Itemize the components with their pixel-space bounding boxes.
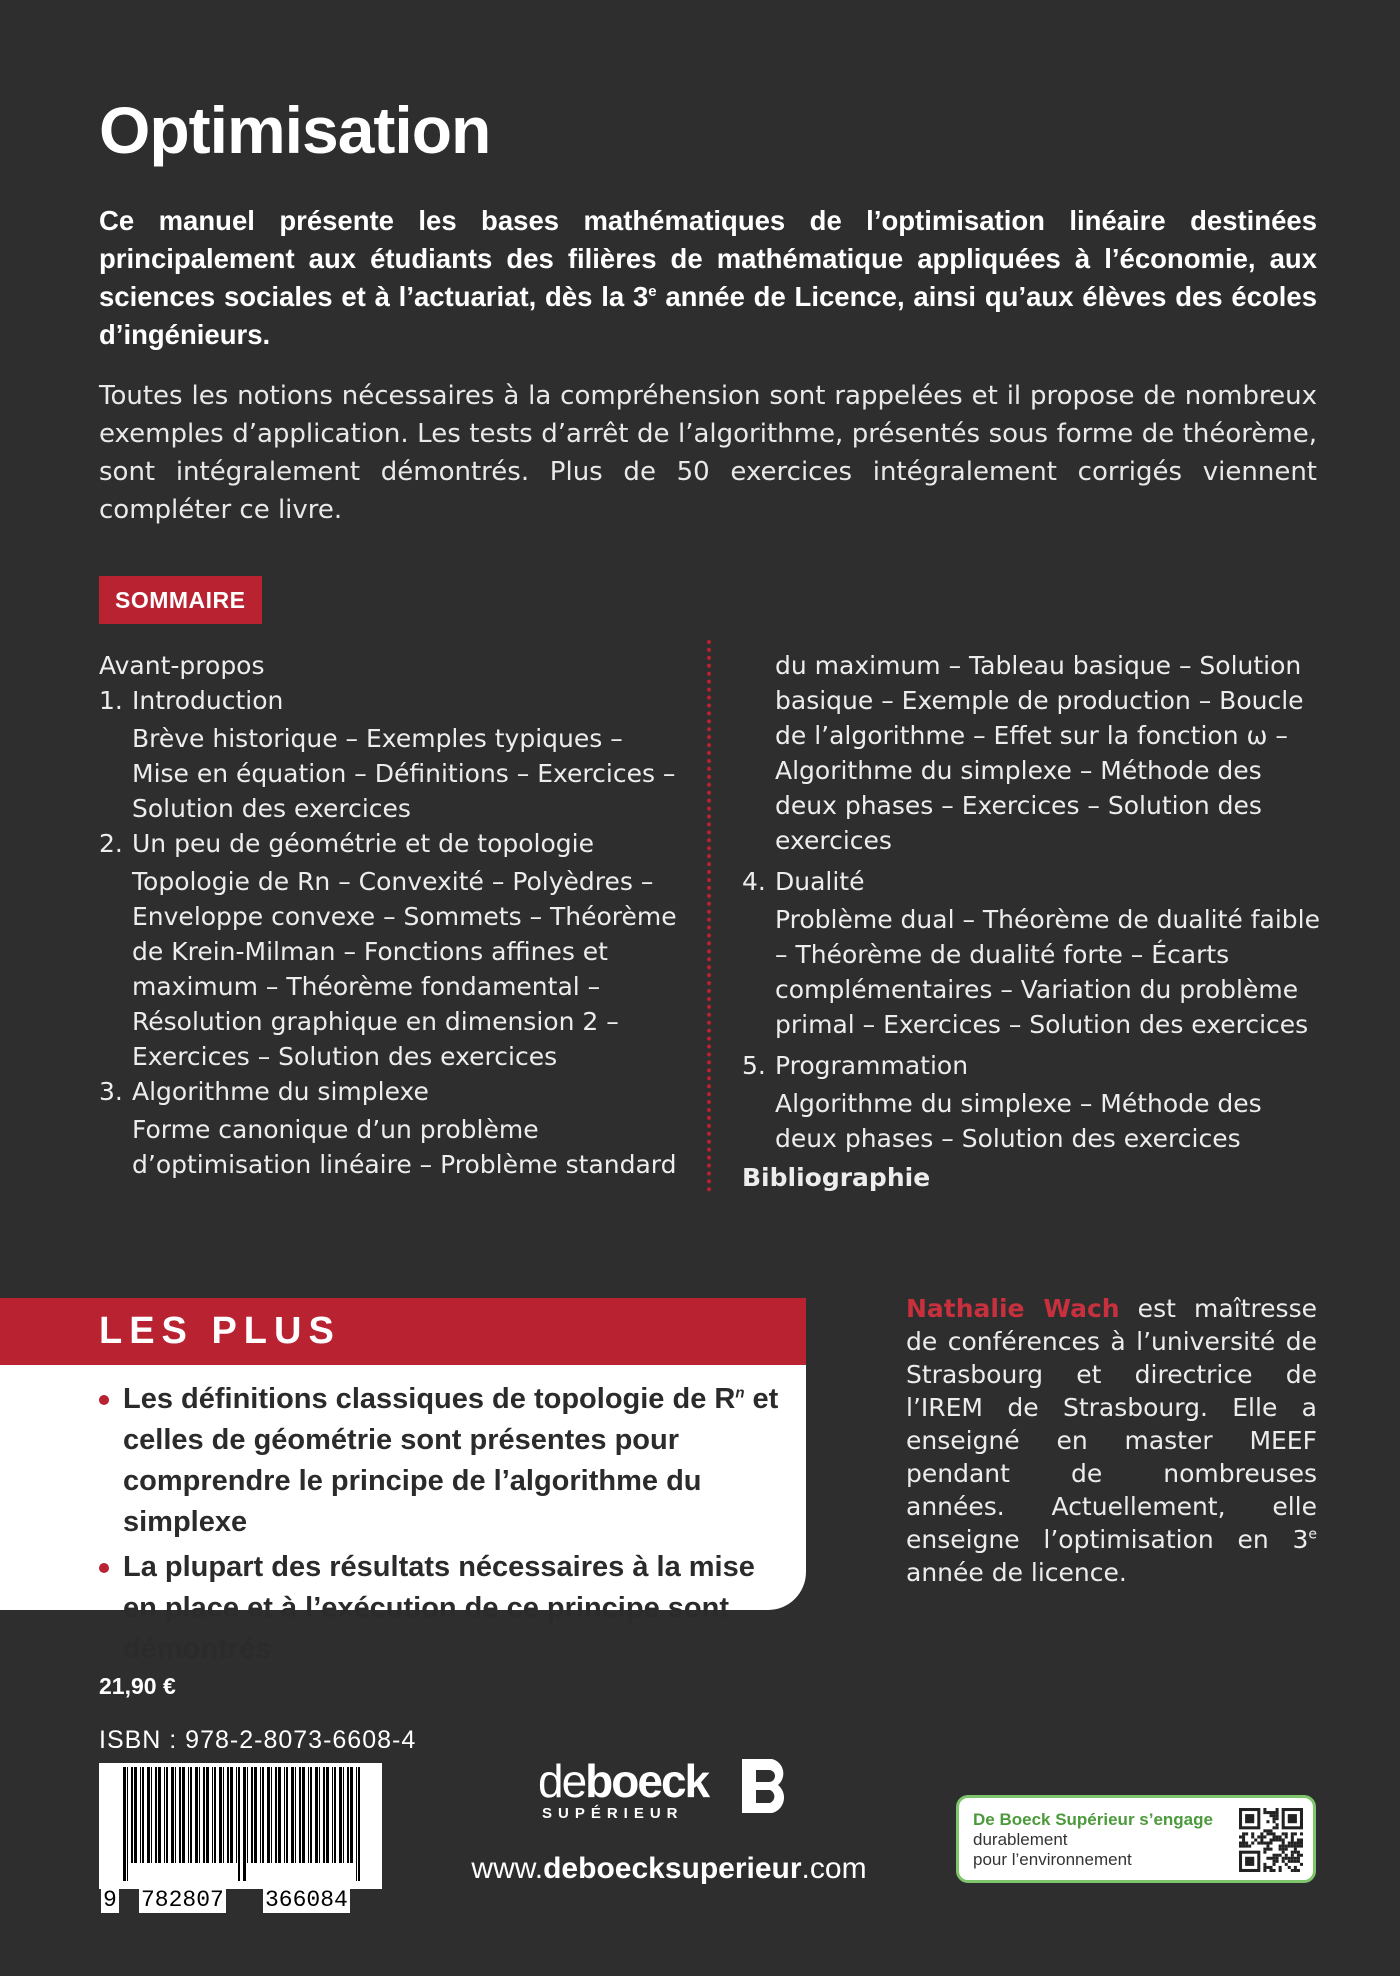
les-plus-list xyxy=(0,1365,806,1670)
toc-bibliographie: Bibliographie xyxy=(742,1163,931,1192)
author-name: Nathalie Wach xyxy=(906,1294,1120,1323)
toc-chapter-4: 4. Dualité xyxy=(742,867,865,896)
barcode: 9 782807 366084 xyxy=(99,1763,382,1889)
toc-chapter-4-content: Problème dual – Théorème de dualité faible – Théorème de dualité forte – Écarts complémentaires – Variation du problème primal – Exercices – Solution des exercices xyxy=(775,905,1321,1039)
publisher-logo: deboeck SUPÉRIEUR xyxy=(538,1755,800,1831)
price: 21,90 € xyxy=(99,1673,176,1699)
toc-chapter-5-content: Algorithme du simplexe – Méthode des deux phases – Solution des exercices xyxy=(775,1089,1262,1153)
toc-chapter-5: 5. Programmation xyxy=(742,1051,969,1080)
sommaire-label: SOMMAIRE xyxy=(99,576,262,624)
barcode-bars xyxy=(99,1763,382,1889)
toc-chapter-1-content: Brève historique – Exemples typiques – Mise en équation – Définitions – Exercices – Solution des exercices xyxy=(132,724,676,823)
toc-chapter-3-content-right: du maximum – Tableau basique – Solution basique – Exemple de production – Boucle de l’algorithme – Effet sur la fonction ω – Algorithme du simplexe – Méthode des deux phases – Exercices – Solution des exercices xyxy=(775,651,1304,855)
toc-right-column xyxy=(742,648,1322,1195)
toc-chapter-3-content-left: Forme canonique d’un problème d’optimisation linéaire – Problème standard xyxy=(132,1115,677,1179)
toc-left-column xyxy=(99,648,679,1182)
toc-chapter-2: 2. Un peu de géométrie et de topologie xyxy=(99,829,594,858)
les-plus-item-1: Les définitions classiques de topologie de $R^n$ et celles de géométrie sont présentes pour comprendre le principe de l’algorithme du simplexe xyxy=(99,1379,783,1543)
book-title: Optimisation xyxy=(99,93,491,167)
isbn: ISBN : 978-2-8073-6608-4 xyxy=(99,1726,417,1754)
eco-badge: De Boeck Supérieur s’engage durablement pour l’environnement xyxy=(956,1795,1316,1883)
intro-paragraph: Ce manuel présente les bases mathématiques de l’optimisation linéaire destinées principalement aux étudiants des filières de mathématique appliquées à l’économie, aux sciences sociales et à l’actuariat, dès la 3e année de Licence, ainsi qu’aux élèves des écoles d’ingénieurs. xyxy=(99,205,1317,350)
les-plus-title: LES PLUS xyxy=(0,1298,806,1365)
description-paragraph: Toutes les notions nécessaires à la compréhension sont rappelées et il propose de nombreux exemples d’application. Les tests d’arrêt de l’algorithme, présentés sous forme de théorème, sont intégralement démontrés. Plus de 50 exercices intégralement corrigés viennent compléter ce livre. xyxy=(99,381,1317,525)
qr-code-icon xyxy=(1239,1808,1303,1872)
les-plus-box xyxy=(0,1298,806,1665)
publisher-website[interactable]: www.deboecksuperieur.com xyxy=(471,1852,867,1885)
toc-chapter-2-content: Topologie de Rn – Convexité – Polyèdres – Enveloppe convexe – Sommets – Théorème de Krein-Milman – Fonctions affines et maximum – Théorème fondamental – Résolution graphique en dimension 2 – Exercices – Solution des exercices xyxy=(132,867,677,1071)
toc-chapter-1: 1. Introduction xyxy=(99,686,284,715)
publisher-logo-mark xyxy=(738,1755,800,1817)
les-plus-item-2: La plupart des résultats nécessaires à la mise en place et à l’exécution de ce principe sont démontrés xyxy=(99,1547,783,1670)
author-bio: Nathalie Wach est maîtresse de conférences à l’université de Strasbourg et directrice de l’IREM de Strasbourg. Elle a enseigné en master MEEF pendant de nombreuses années. Actuellement, elle enseigne l’optimisation en 3e année de licence. xyxy=(906,1294,1317,1587)
toc-chapter-3: 3. Algorithme du simplexe xyxy=(99,1077,429,1106)
toc-divider xyxy=(707,640,711,1192)
toc-avant-propos: Avant-propos xyxy=(99,651,265,680)
